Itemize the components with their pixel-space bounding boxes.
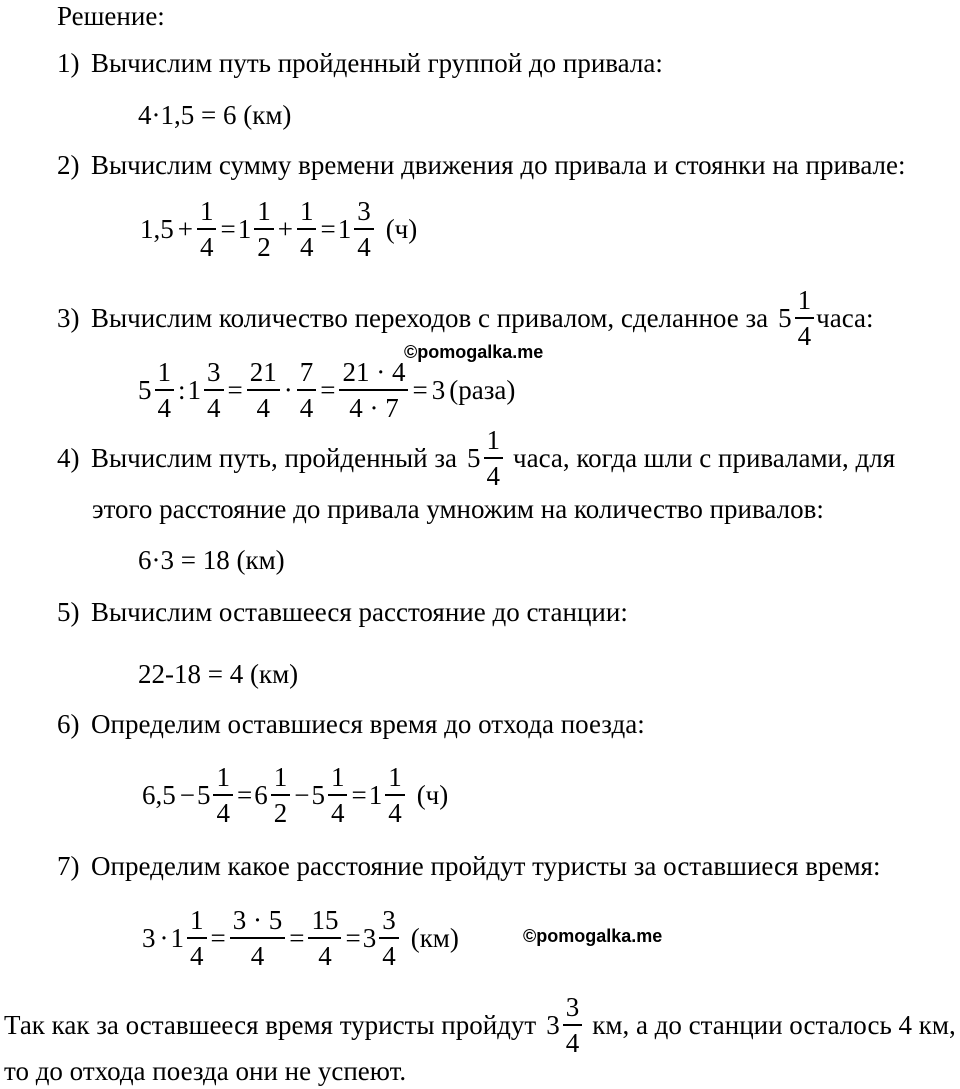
step-1-equation: 4·1,5 = 6 (км) bbox=[138, 100, 292, 130]
step-text: Вычислим сумму времени движения до привала и стоянки на привале: bbox=[91, 150, 906, 180]
step-6 bbox=[57, 708, 645, 740]
step-text: Вычислим путь, пройденный за bbox=[91, 442, 457, 473]
step-text: Вычислим путь пройденный группой до привала: bbox=[91, 48, 663, 78]
step-number: 5) bbox=[57, 597, 80, 627]
step-number: 1) bbox=[57, 48, 80, 78]
step-1 bbox=[57, 47, 663, 79]
step-number: 4) bbox=[57, 442, 80, 473]
conclusion-line2: то до отхода поезда они не успеют. bbox=[4, 1056, 407, 1086]
step-number: 3) bbox=[57, 302, 80, 333]
step-4-equation: 6·3 = 18 (км) bbox=[138, 545, 285, 575]
step-text: Вычислим оставшееся расстояние до станции: bbox=[91, 597, 628, 627]
step-text: Вычислим количество переходов с привалом, сделанное за bbox=[91, 302, 769, 333]
step-text: Определим какое расстояние пройдут туристы за оставшиеся время: bbox=[91, 851, 881, 881]
conclusion: Так как за оставшееся время туристы пройдут 3 $\frac{3}{4}$ км, а до станции осталось 4 км, bbox=[4, 992, 956, 1058]
step-7-equation: 3 · 1 $\frac{1}{4}$ = $\frac{3 \cdot 5}{4}$ = $\frac{15}{4}$ = 3 $\frac{3}{4}$ (км) bbox=[142, 905, 459, 971]
watermark: ©pomogalka.me bbox=[523, 926, 663, 946]
step-3-equation: 5 $\frac{1}{4}$ : 1 $\frac{3}{4}$ = $\frac{21}{4}$ · $\frac{7}{4}$ = $\frac{21 \cdot 4}{4 \cdot 7}$ = 3 (раза) bbox=[138, 357, 516, 423]
step-3: 3) Вычислим количество переходов с привалом, сделанное за 5 $\frac{1}{4}$ часа: bbox=[57, 285, 874, 351]
step-7 bbox=[57, 850, 880, 882]
step-6-equation: 6,5 − 5 $\frac{1}{4}$ = 6 $\frac{1}{2}$ − 5 $\frac{1}{4}$ = 1 $\frac{1}{4}$ (ч) bbox=[142, 762, 449, 828]
step-2 bbox=[57, 149, 906, 181]
heading: Решение: bbox=[57, 1, 165, 31]
step-4-line2: этого расстояние до привала умножим на количество привалов: bbox=[92, 494, 824, 524]
step-text: Определим оставшиеся время до отхода поезда: bbox=[91, 709, 645, 739]
step-number: 7) bbox=[57, 851, 80, 881]
step-4: 4) Вычислим путь, пройденный за 5 $\frac{1}{4}$ часа, когда шли с привалами, для bbox=[57, 425, 896, 491]
step-number: 6) bbox=[57, 709, 80, 739]
watermark: ©pomogalka.me bbox=[404, 342, 544, 362]
step-number: 2) bbox=[57, 150, 80, 180]
step-2-equation: 1,5 + $\frac{1}{4}$ = 1 $\frac{1}{2}$ + $\frac{1}{4}$ = 1 $\frac{3}{4}$ (ч) bbox=[140, 196, 418, 262]
step-5-equation: 22-18 = 4 (км) bbox=[138, 659, 299, 689]
step-5 bbox=[57, 596, 628, 628]
